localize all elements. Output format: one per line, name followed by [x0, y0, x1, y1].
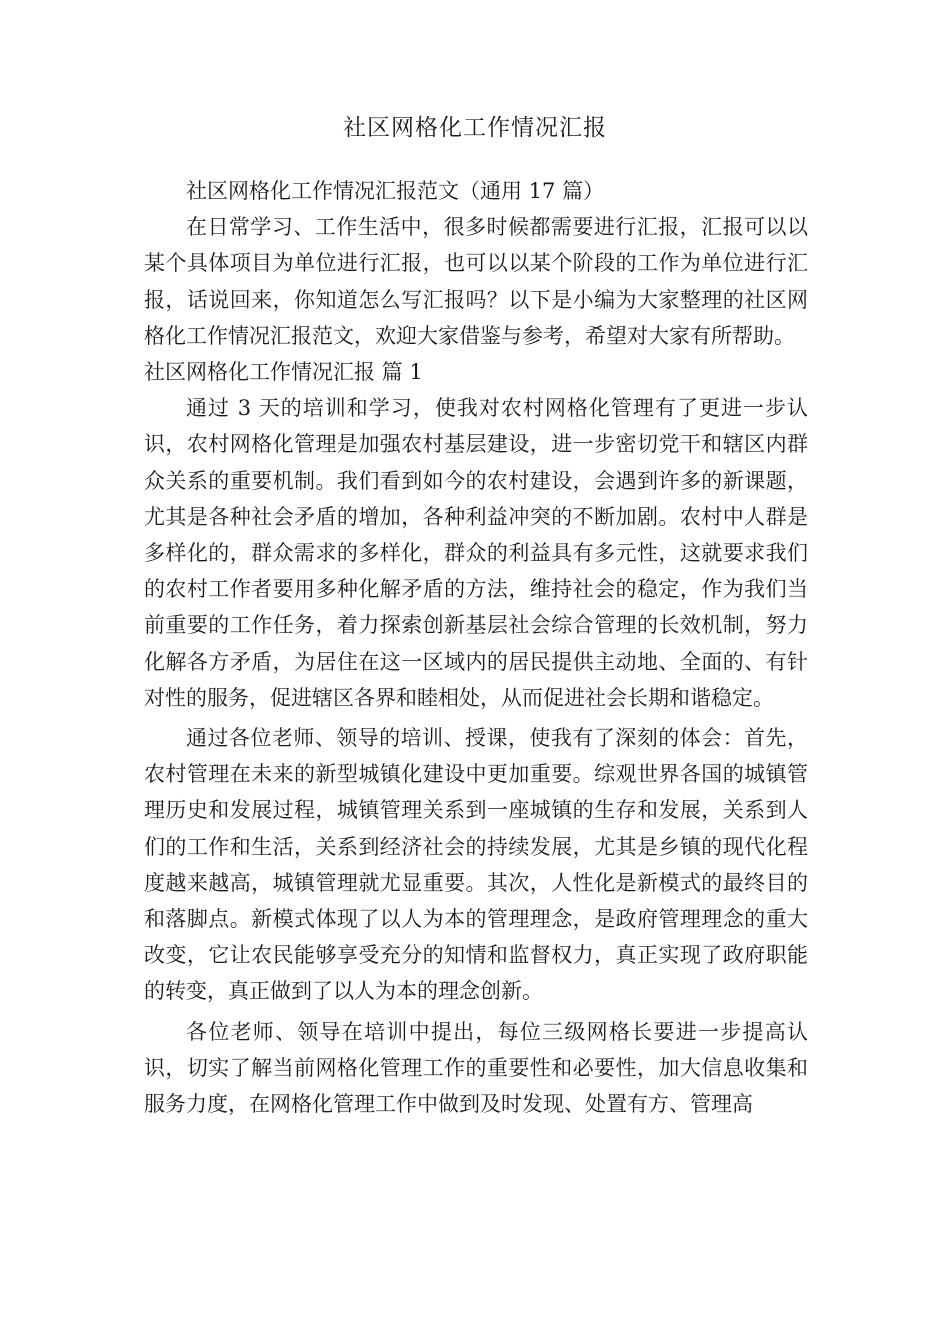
body-paragraph-2: 通过各位老师、领导的培训、授课，使我有了深刻的体会：首先，农村管理在未来的新型城镇化建设中更加重要。综观世界各国的城镇管理历史和发展过程，城镇管理关系到一座城镇的生存和发展，关系到人们的工作和生活，关系到经济社会的持续发展，尤其是乡镇的现代化程度越来越高，城镇管理就尤显重要。其次，人性化是新模式的最终目的和落脚点。新模式体现了以人为本的管理理念，是政府管理理念的重大改变，它让农民能够享受充分的知情和监督权力，真正实现了政府职能的转变，真正做到了以人为本的理念创新。	[144, 726, 808, 1004]
body-paragraph-3: 各位老师、领导在培训中提出，每位三级网格长要进一步提高认识，切实了解当前网格化管理工作的重要性和必要性，加大信息收集和服务力度，在网格化管理工作中做到及时发现、处置有方、管理高	[144, 1019, 808, 1117]
document-title: 社区网格化工作情况汇报	[343, 115, 607, 141]
body-paragraph-1: 通过 3 天的培训和学习，使我对农村网格化管理有了更进一步认识，农村网格化管理是加强农村基层建设，进一步密切党干和辖区内群众关系的重要机制。我们看到如今的农村建设，会遇到许多的新课题，尤其是各种社会矛盾的增加，各种利益冲突的不断加剧。农村中人群是多样化的，群众需求的多样化，群众的利益具有多元性，这就要求我们的农村工作者要用多种化解矛盾的方法，维持社会的稳定，作为我们当前重要的工作任务，着力探索创新基层社会综合管理的长效机制，努力化解各方矛盾，为居住在这一区域内的居民提供主动地、全面的、有针对性的服务，促进辖区各界和睦相处，从而促进社会长期和谐稳定。	[144, 396, 808, 710]
section-heading: 社区网格化工作情况汇报 篇 1	[144, 360, 423, 385]
document-body	[144, 173, 808, 1122]
document-subtitle: 社区网格化工作情况汇报范文（通用 17 篇）	[186, 179, 605, 203]
intro-paragraph: 在日常学习、工作生活中，很多时候都需要进行汇报，汇报可以以某个具体项目为单位进行汇报，也可以以某个阶段的工作为单位进行汇报，话说回来，你知道怎么写汇报吗？以下是小编为大家整理的社区网格化工作情况汇报范文，欢迎大家借鉴与参考，希望对大家有所帮助。	[144, 215, 808, 348]
